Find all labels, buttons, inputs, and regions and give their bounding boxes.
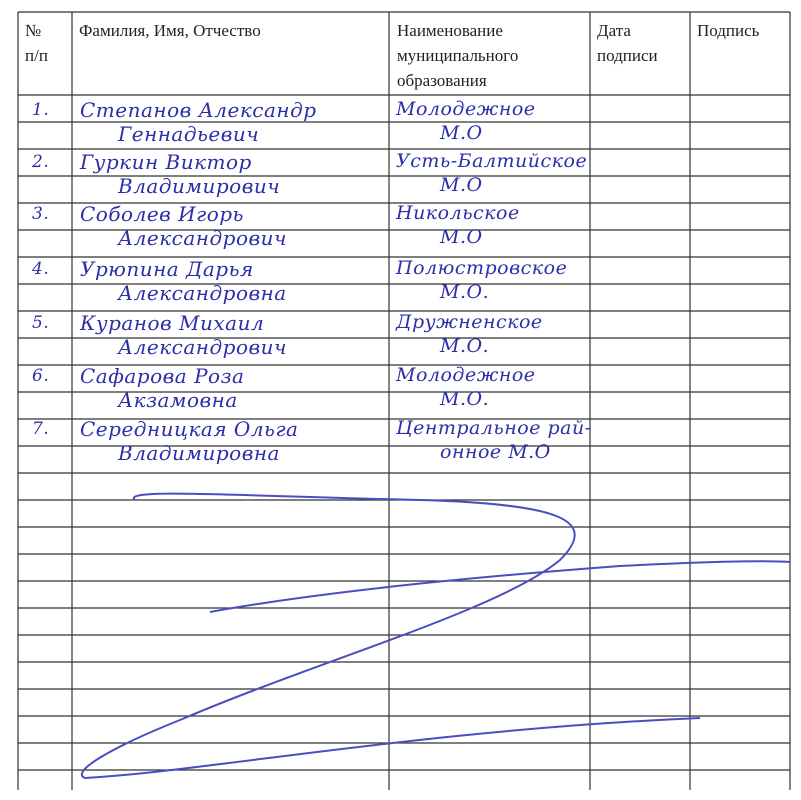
row-number: 6. (32, 366, 50, 386)
patronymic: Александрович (118, 226, 287, 250)
surname-name: Середницкая Ольга (80, 417, 299, 441)
patronymic: Александрович (118, 335, 287, 359)
municipality-name: Никольское (396, 202, 520, 224)
municipality-name: Усть-Балтийское (396, 150, 588, 172)
patronymic: Акзамовна (118, 388, 238, 412)
municipality-name: Молодежное (396, 98, 536, 120)
header-number: № п/п (25, 21, 48, 65)
municipality-suffix: М.О. (440, 335, 490, 357)
surname-name: Урюпина Дарья (80, 257, 254, 281)
row-number: 5. (32, 313, 50, 333)
surname-name: Степанов Александр (80, 98, 317, 122)
surname-name: Куранов Михаил (80, 311, 265, 335)
strike-through-line-upper (210, 561, 790, 612)
header-sign-date: Дата подписи (597, 21, 658, 65)
header-full-name: Фамилия, Имя, Отчество (79, 21, 261, 40)
municipality-name: Полюстровское (396, 257, 568, 279)
municipality-name: Дружненское (396, 311, 543, 333)
surname-name: Сафарова Роза (80, 364, 245, 388)
municipality-suffix: М.О. (440, 281, 490, 303)
patronymic: Владимировна (118, 441, 280, 465)
row-number: 4. (32, 259, 50, 279)
municipality-suffix: М.О (440, 174, 483, 196)
row-number: 3. (32, 204, 50, 224)
municipality-name: Центральное рай- (396, 417, 592, 439)
municipality-suffix: М.О (440, 122, 483, 144)
header-signature: Подпись (697, 21, 760, 40)
municipality-suffix: М.О (440, 226, 483, 248)
row-number: 2. (32, 152, 50, 172)
patronymic: Александровна (118, 281, 287, 305)
municipality-suffix: М.О. (440, 388, 490, 410)
header-municipality: Наименование муниципального образования (397, 21, 519, 90)
municipality-name: Молодежное (396, 364, 536, 386)
strike-through-line (82, 494, 700, 778)
patronymic: Владимирович (118, 174, 281, 198)
patronymic: Геннадьевич (118, 122, 260, 146)
row-number: 1. (32, 100, 50, 120)
surname-name: Соболев Игорь (80, 202, 244, 226)
municipality-suffix: онное М.О (440, 441, 551, 463)
row-number: 7. (32, 419, 50, 439)
surname-name: Гуркин Виктор (80, 150, 252, 174)
